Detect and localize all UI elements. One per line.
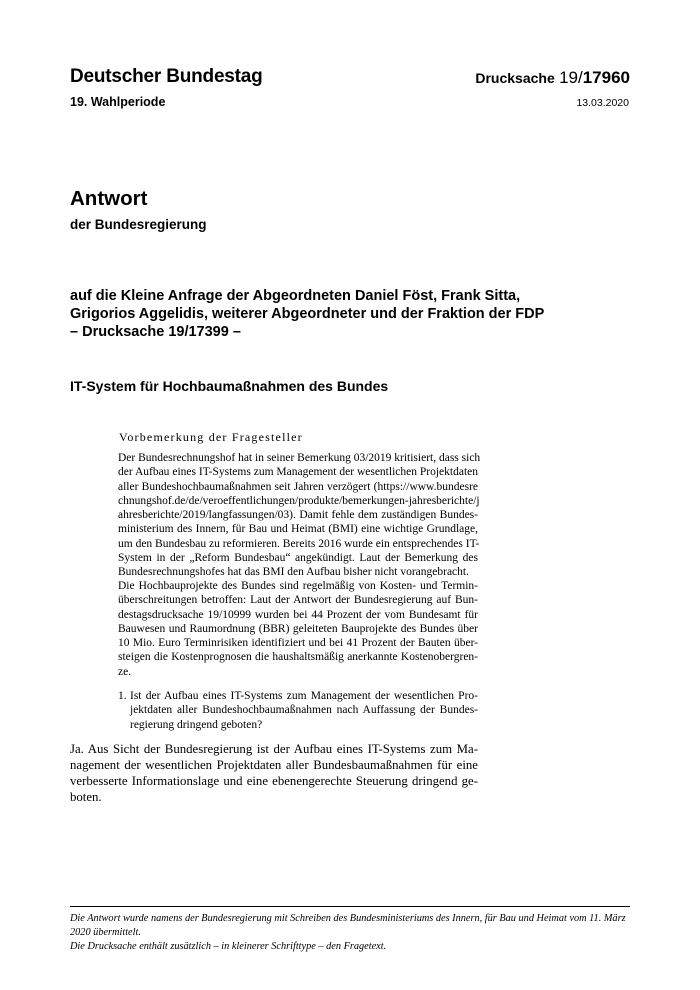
document-label: Drucksache: [475, 70, 555, 86]
footer-note-transmission: Die Antwort wurde namens der Bundesregierung mit Schreiben des Bundesministeriums des Innern, für Bau und Heimat vom 11. März 2020 übermittelt.: [70, 913, 626, 938]
text-line: der Aufbau eines IT-Systems zum Management der wesentlichen Projektdaten: [118, 466, 478, 479]
text-line: jektdaten aller Bundeshochbaumaßnahmen nach Auffassung der Bundes-: [130, 704, 478, 717]
document-prefix: 19/: [559, 68, 583, 87]
text-line: Bauwesen und Raumordnung (BBR) geleiteten Bauprojekte des Bundes über: [118, 622, 478, 635]
topic-heading: IT-System für Hochbaumaßnahmen des Bundes: [70, 378, 389, 394]
reference-line: – Drucksache 19/17399 –: [70, 324, 241, 340]
text-line: boten.: [70, 790, 102, 804]
footer-note-fonttype: Die Drucksache enthält zusätzlich – in kleinerer Schrifttype – den Fragetext.: [70, 941, 387, 952]
text-line: chnungshof.de/de/veroeffentlichungen/produkte/bemerkungen-jahresberichte/j: [118, 494, 480, 507]
document-number: [475, 68, 630, 88]
reference-line: Grigorios Aggelidis, weiterer Abgeordneter und der Fraktion der FDP: [70, 306, 545, 322]
footer-divider: [70, 906, 630, 907]
document-date: 13.03.2020: [576, 97, 629, 109]
reference-line: auf die Kleine Anfrage der Abgeordneten Daniel Föst, Frank Sitta,: [70, 288, 521, 304]
page-subtitle: der Bundesregierung: [70, 217, 207, 232]
question-number: 1.: [118, 690, 127, 702]
text-line: Bundesrechnungshofes hat das BMI den Aufbau bisher nicht vorangebracht.: [118, 566, 469, 579]
question-1: [118, 689, 478, 732]
preliminary-paragraph-2: [118, 579, 478, 679]
inquiry-reference: [70, 287, 590, 341]
text-line: ahresberichte/2019/langfassungen/03). Damit fehle dem zuständigen Bundes-: [118, 509, 478, 522]
text-line: Ja. Aus Sicht der Bundesregierung ist der Aufbau eines IT-Systems zum Ma-: [70, 742, 478, 756]
text-line: Die Hochbauprojekte des Bundes sind regelmäßig von Kosten- und Termin-: [118, 580, 478, 592]
text-line: System in der „Reform Bundesbau“ angekündigt. Laut der Bemerkung des: [118, 552, 478, 565]
text-line: um den Bundesbau zu reformieren. Bereits 2016 wurde ein entsprechendes IT-: [118, 537, 480, 550]
legislative-period: 19. Wahlperiode: [70, 95, 166, 109]
question-text: [130, 689, 478, 732]
text-line: Ist der Aufbau eines IT-Systems zum Management der wesentlichen Pro-: [130, 690, 478, 702]
text-line: 10 Mio. Euro Terminrisiken identifiziert und bei 41 Prozent der Bauten über-: [118, 637, 478, 650]
answer-1: [70, 741, 478, 805]
text-line: aller Bundeshochbaumaßnahmen seit Jahren verzögert (https://www.bundesre: [118, 480, 478, 493]
text-line: nagement der wesentlichen Projektdaten aller Bundesbaumaßnahmen für eine: [70, 758, 478, 772]
text-line: Der Bundesrechnungshof hat in seiner Bemerkung 03/2019 kritisiert, dass sich: [118, 452, 481, 464]
text-line: steigen die Kostenprognosen die haushaltsmäßig anerkannte Kostenobergren-: [118, 651, 478, 664]
text-line: überschreitungen betroffen: Laut der Antwort der Bundesregierung auf Bun-: [118, 594, 478, 607]
text-line: ministerium des Innern, für Bau und Heimat (BMI) eine wichtige Grundlage,: [118, 523, 478, 536]
preliminary-paragraph-1: [118, 451, 481, 580]
text-line: destagsdrucksache 19/10999 wurden bei 44 Prozent der vom Bundesamt für: [118, 608, 478, 621]
document-id: 17960: [582, 68, 630, 87]
preliminary-heading: Vorbemerkung der Fragesteller: [119, 430, 303, 444]
institution-name: Deutscher Bundestag: [70, 66, 263, 87]
page-title: Antwort: [70, 187, 148, 210]
text-line: verbesserte Informationslage und eine ebenengerechte Steuerung dringend ge-: [70, 774, 478, 788]
text-line: regierung dringend geboten?: [130, 718, 263, 731]
text-line: ze.: [118, 665, 132, 678]
